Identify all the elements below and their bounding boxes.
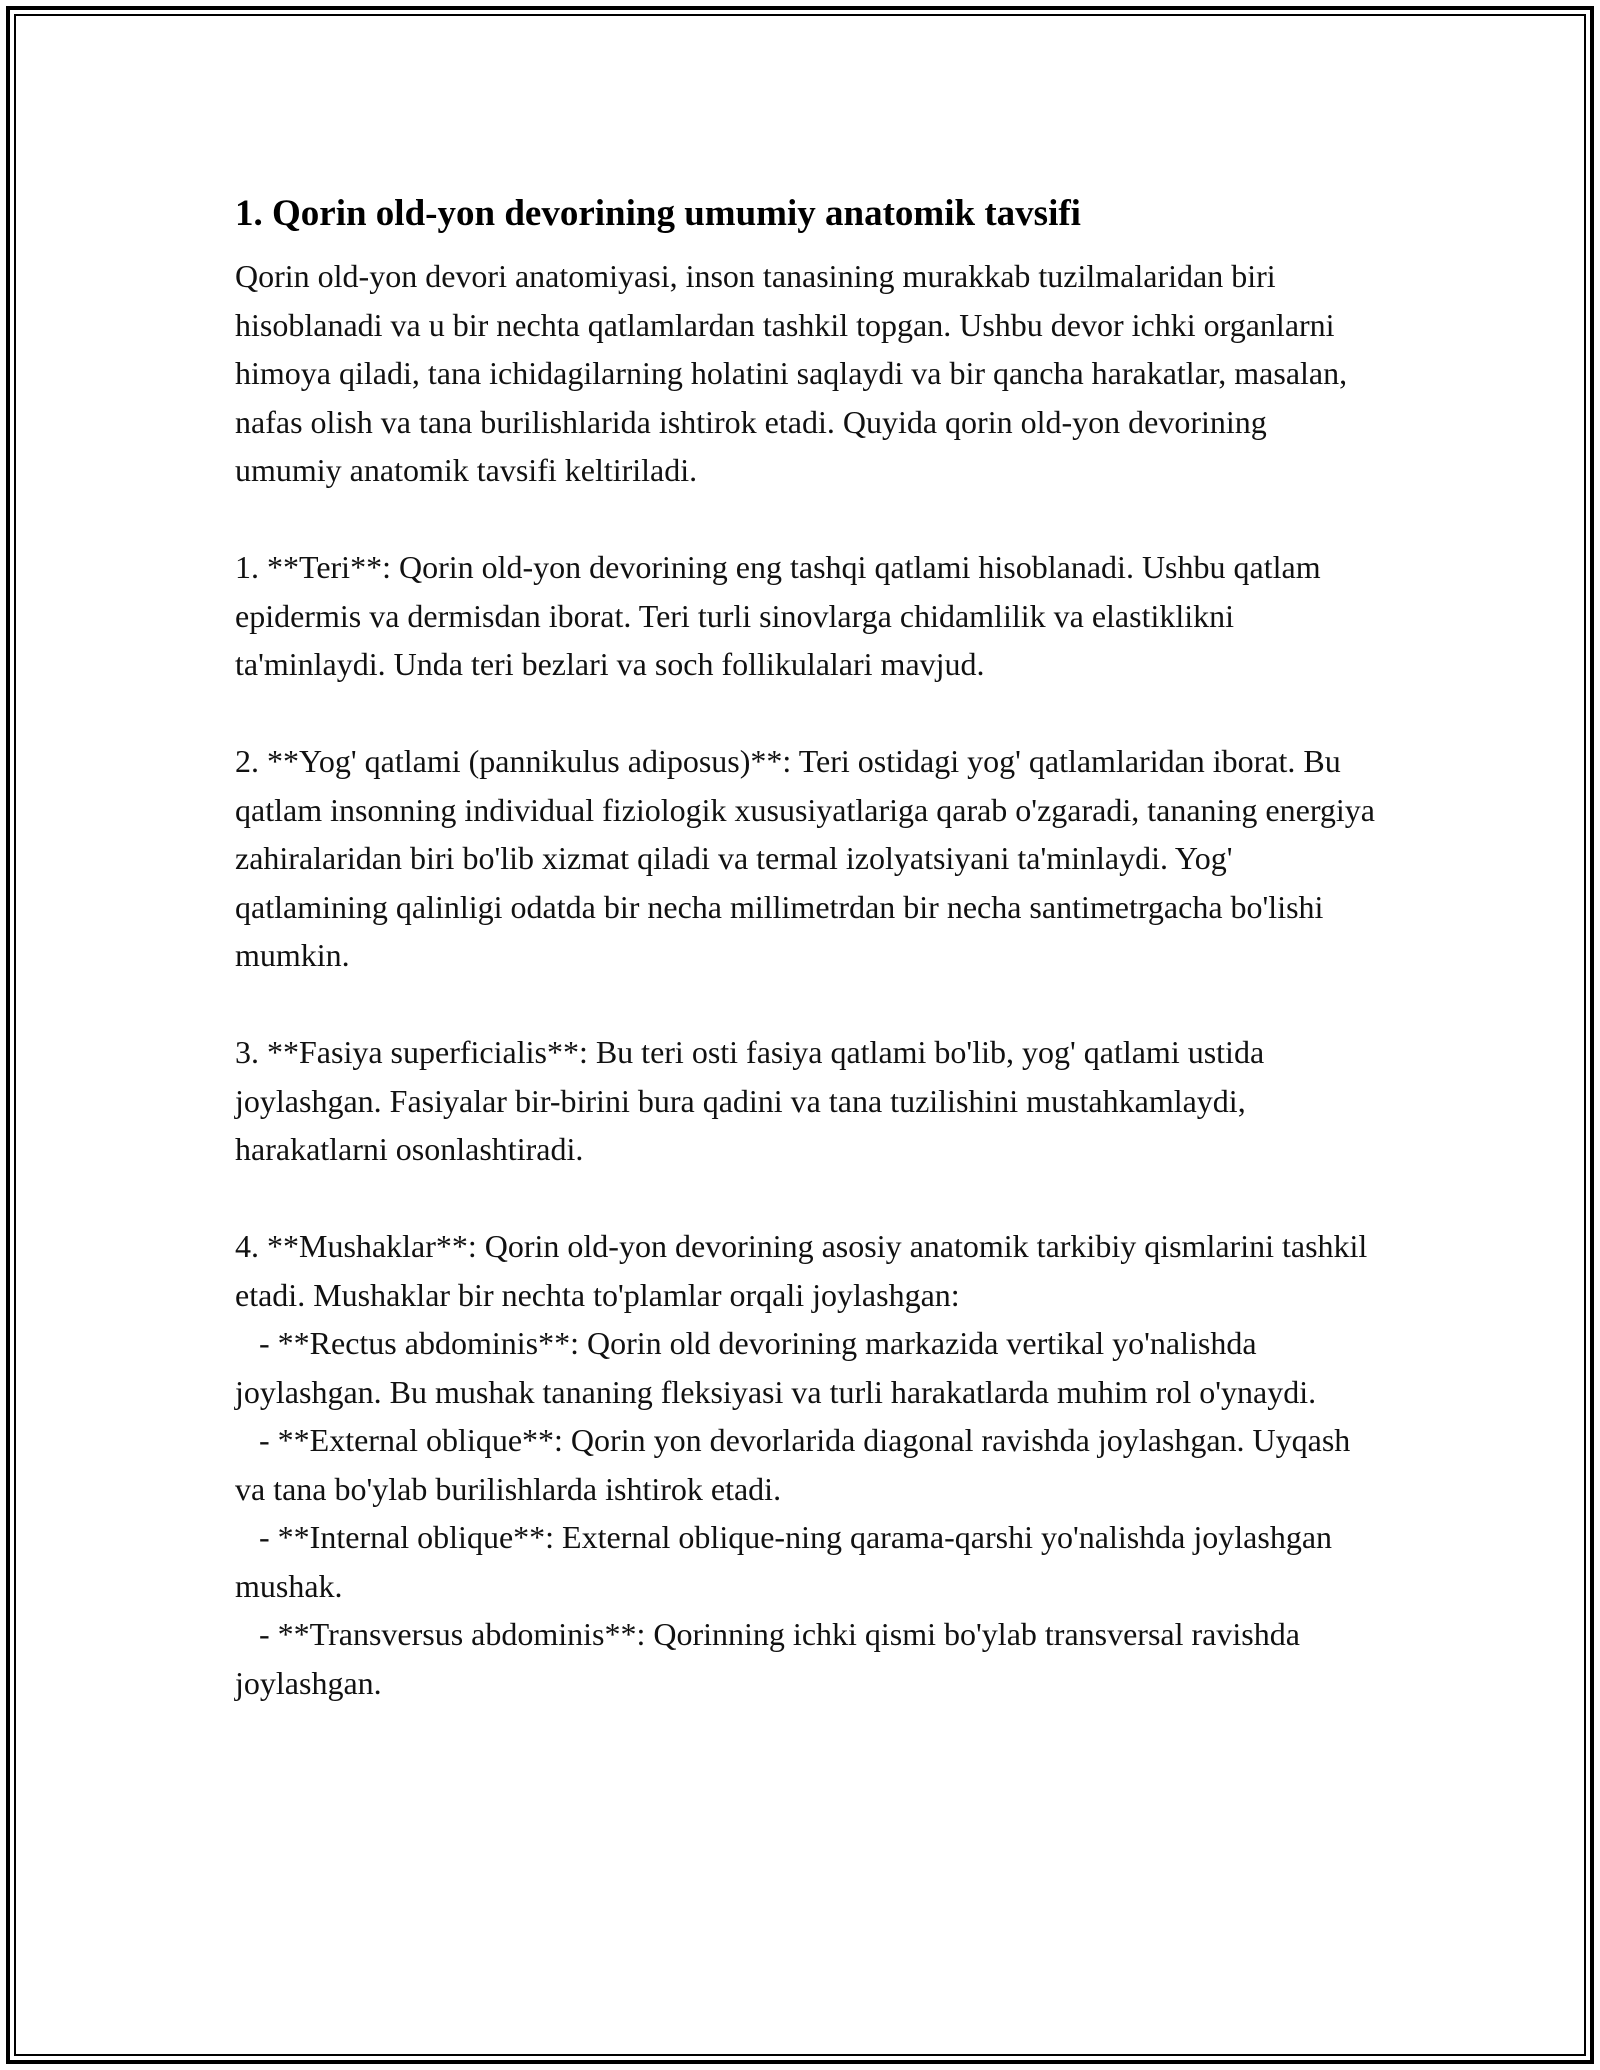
sub-item-rectus-abdominis: - **Rectus abdominis**: Qorin old devorining markazida vertikal yo'nalishda joylashgan. Bu mushak tananing fleksiyasi va turli harakatlarda muhim rol o'ynaydi. xyxy=(235,1325,1317,1410)
list-item-teri: 1. **Teri**: Qorin old-yon devorining eng tashqi qatlami hisoblanadi. Ushbu qatlam epidermis va dermisdan iborat. Teri turli sinovlarga chidamlilik va elastiklikni ta'minlaydi. Unda teri bezlari va soch follikulalari mavjud. xyxy=(235,549,1329,682)
paragraph-spacer xyxy=(235,980,1375,1029)
paragraph-spacer xyxy=(235,689,1375,738)
intro-paragraph: Qorin old-yon devori anatomiyasi, inson tanasining murakkab tuzilmalaridan biri hisoblanadi va u bir nechta qatlamlardan tashkil topgan. Ushbu devor ichki organlarni himoya qiladi, tana ichidagilarning holatini saqlaydi va bir qancha harakatlar, masalan, nafas olish va tana burilishlarida ishtirok etadi. Quyida qorin old-yon devorining umumiy anatomik tavsifi keltiriladi. xyxy=(235,258,1356,488)
list-item-fasiya: 3. **Fasiya superficialis**: Bu teri osti fasiya qatlami bo'lib, yog' qatlami ustida joylashgan. Fasiyalar bir-birini bura qadini va tana tuzilishini mustahkamlaydi, harakatlarni osonlashtiradi. xyxy=(235,1034,1273,1167)
list-item-yog-qatlami: 2. **Yog' qatlami (pannikulus adiposus)**: Teri ostidagi yog' qatlamlaridan iborat. Bu qatlam insonning individual fiziologik xususiyatlariga qarab o'zgaradi, tananing energiya zahiralaridan biri bo'lib xizmat qiladi va termal izolyatsiyani ta'minlaydi. Yog' qatlamining qalinligi odatda bir necha millimetrdan bir necha santimetrgacha bo'lishi mumkin. xyxy=(235,743,1383,973)
list-item-mushaklar: 4. **Mushaklar**: Qorin old-yon devorining asosiy anatomik tarkibiy qismlarini tashkil etadi. Mushaklar bir nechta to'plamlar orqali joylashgan: xyxy=(235,1228,1376,1313)
sub-item-internal-oblique: - **Internal oblique**: External oblique-ning qarama-qarshi yo'nalishda joylashgan mushak. xyxy=(235,1519,1341,1604)
sub-item-external-oblique: - **External oblique**: Qorin yon devorlarida diagonal ravishda joylashgan. Uyqash va tana bo'ylab burilishlarda ishtirok etadi. xyxy=(235,1422,1359,1507)
paragraph-spacer xyxy=(235,495,1375,544)
section-heading: 1. Qorin old-yon devorining umumiy anatomik tavsifi xyxy=(235,193,1081,234)
sub-item-transversus-abdominis: - **Transversus abdominis**: Qorinning ichki qismi bo'ylab transversal ravishda joylashgan. xyxy=(235,1616,1308,1701)
document-body xyxy=(235,186,1383,1707)
paragraph-spacer xyxy=(235,1174,1375,1223)
